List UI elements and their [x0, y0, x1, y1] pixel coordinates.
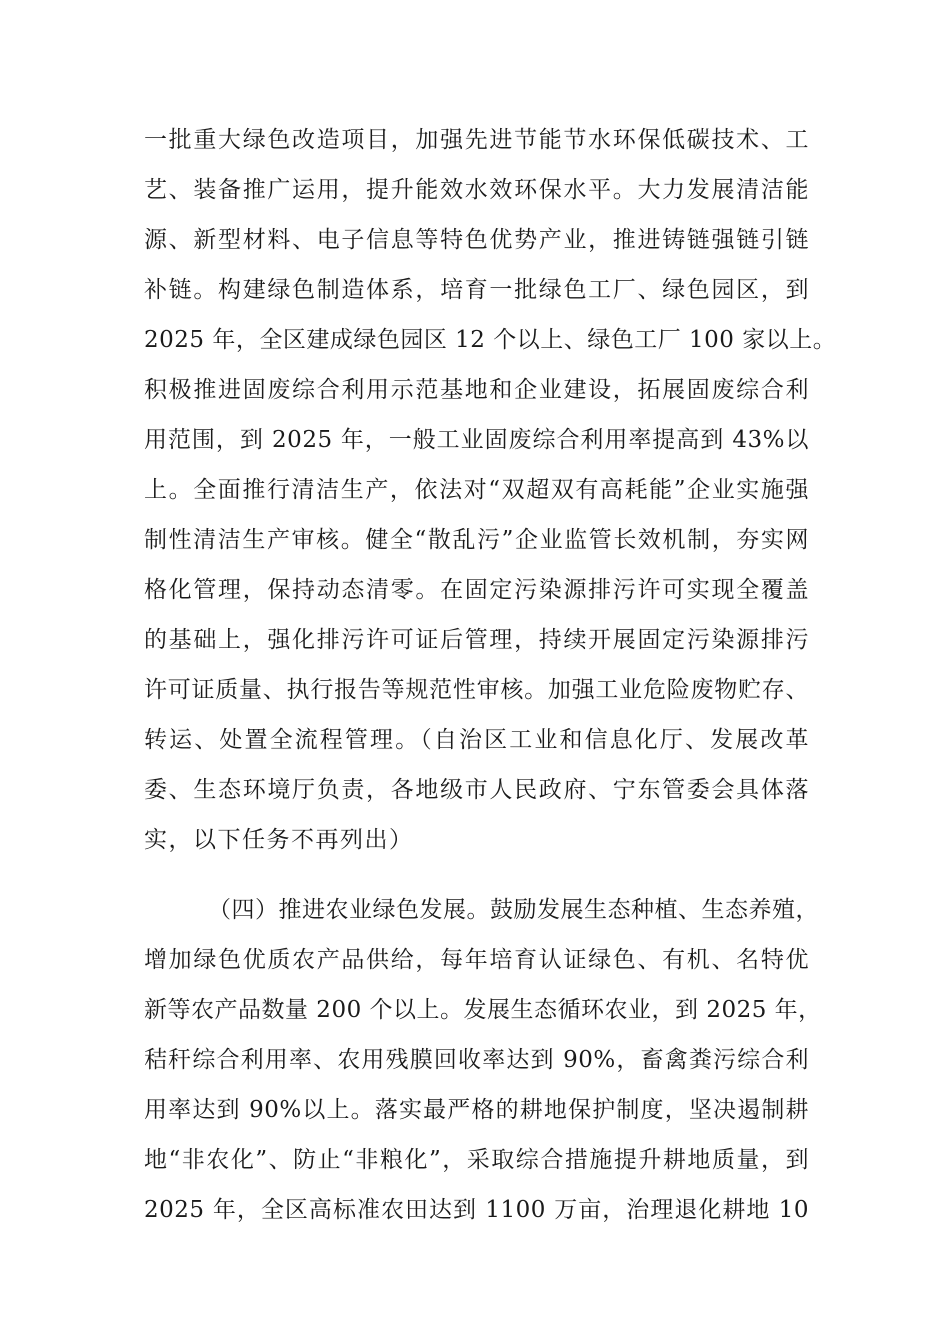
text-line: 补链。构建绿色制造体系，培育一批绿色工厂、绿色园区，到	[144, 277, 809, 303]
text-line: 许可证质量、执行报告等规范性审核。加强工业危险废物贮存、	[144, 677, 809, 703]
text-line: 制性清洁生产审核。健全“散乱污”企业监管长效机制，夯实网	[144, 527, 809, 553]
text-line: 格化管理，保持动态清零。在固定污染源排污许可实现全覆盖	[144, 577, 809, 603]
text-line: 积极推进固废综合利用示范基地和企业建设，拓展固废综合利	[144, 377, 809, 403]
text-line: 实，以下任务不再列出）	[144, 827, 414, 853]
text-line: 2025 年，全区高标准农田达到 1100 万亩，治理退化耕地 10	[144, 1197, 809, 1223]
text-line: 委、生态环境厅负责，各地级市人民政府、宁东管委会具体落	[144, 777, 809, 803]
section-heading-line: （四）推进农业绿色发展。鼓励发展生态种植、生态养殖，	[208, 897, 819, 923]
text-line: 2025 年，全区建成绿色园区 12 个以上、绿色工厂 100 家以上。	[144, 327, 837, 353]
text-line: 一批重大绿色改造项目，加强先进节能节水环保低碳技术、工	[144, 127, 809, 153]
text-line: 源、新型材料、电子信息等特色优势产业，推进铸链强链引链	[144, 227, 809, 253]
text-line: 地“非农化”、防止“非粮化”，采取综合措施提升耕地质量，到	[144, 1147, 809, 1173]
text-line: 艺、装备推广运用，提升能效水效环保水平。大力发展清洁能	[144, 177, 809, 203]
text-line: 新等农产品数量 200 个以上。发展生态循环农业，到 2025 年，	[144, 997, 822, 1023]
text-line: 上。全面推行清洁生产，依法对“双超双有高耗能”企业实施强	[144, 477, 809, 503]
text-line: 用率达到 90%以上。落实最严格的耕地保护制度，坚决遏制耕	[144, 1097, 809, 1123]
text-line: 用范围，到 2025 年，一般工业固废综合利用率提高到 43%以	[144, 427, 809, 453]
text-line: 增加绿色优质农产品供给，每年培育认证绿色、有机、名特优	[144, 947, 809, 973]
text-line: 秸秆综合利用率、农用残膜回收率达到 90%，畜禽粪污综合利	[144, 1047, 809, 1073]
text-line: 转运、处置全流程管理。（自治区工业和信息化厅、发展改革	[144, 727, 809, 753]
text-line: 的基础上，强化排污许可证后管理，持续开展固定污染源排污	[144, 627, 809, 653]
